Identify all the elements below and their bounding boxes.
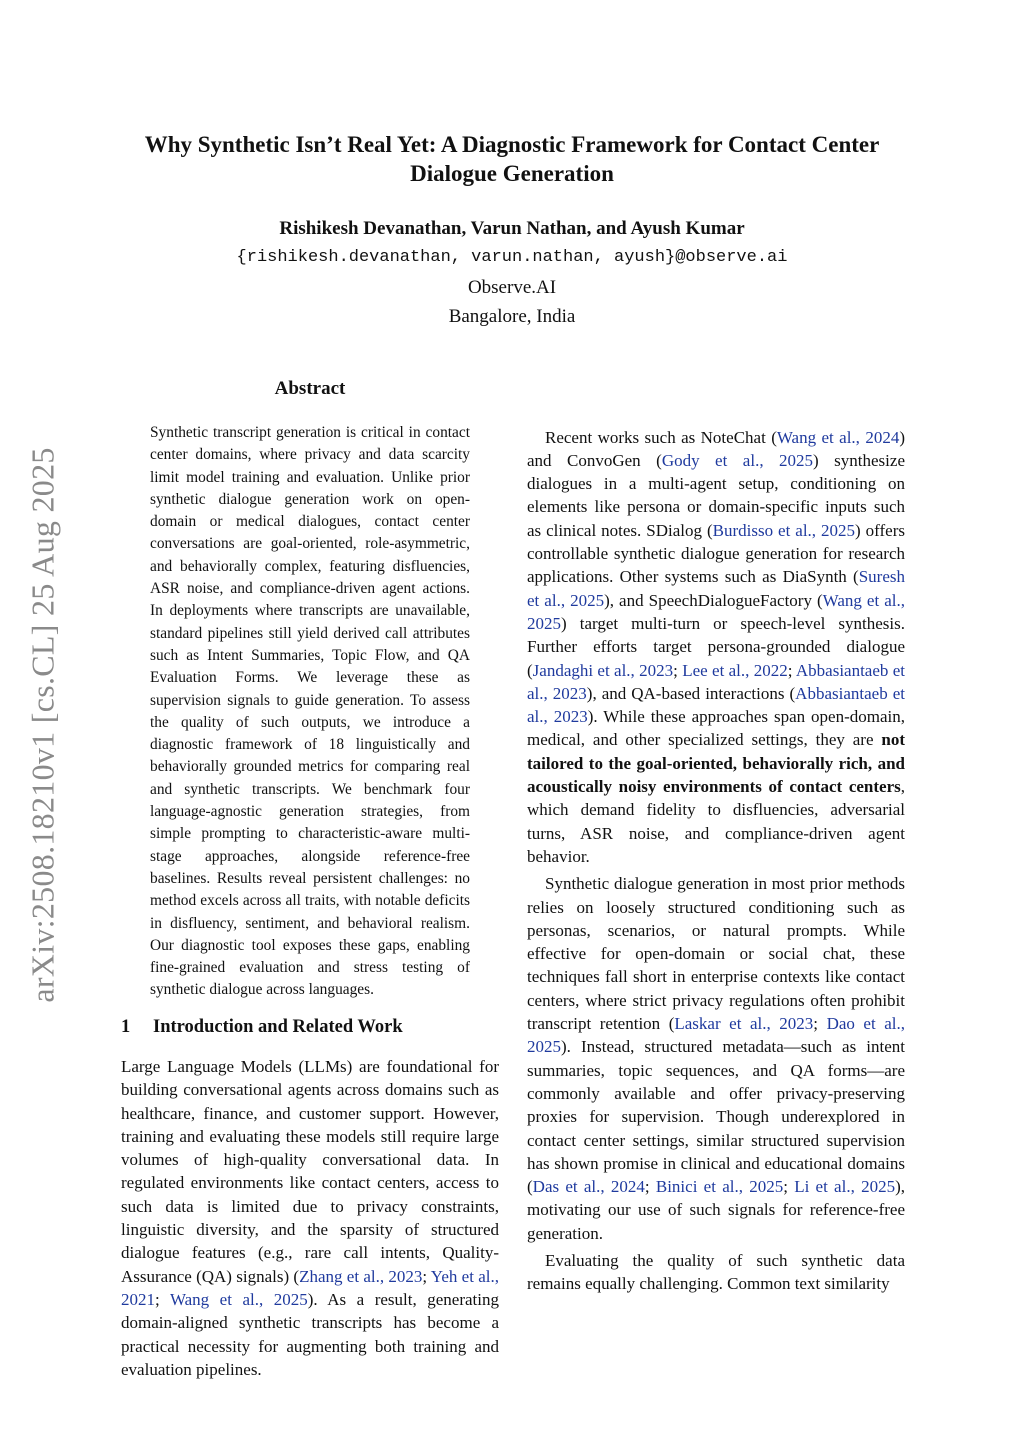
text-run: ), motivating our use of such signals for reference-free generation. (527, 1177, 905, 1243)
text-run: ) target multi-turn or speech-level synthesis. Further efforts target persona-grounded dialogue ( (527, 613, 905, 680)
right-column-body (527, 379, 905, 1296)
citation-link[interactable]: Yeh et al., 2021 (121, 1266, 499, 1309)
text-run: ). As a result, generating domain-aligned synthetic transcripts has become a practical necessity for augmenting both training and evaluation pipelines. (121, 1289, 499, 1379)
affiliation: Observe.AI (467, 277, 557, 298)
citation-link[interactable]: Li et al., 2025 (794, 1177, 896, 1197)
arxiv-identifier[interactable]: arXiv:2508.18210v1 [cs.CL] 25 Aug 2025 (24, 447, 61, 1003)
section-number: 1 (121, 1017, 131, 1037)
text-run: ) offers controllable synthetic dialogue generation for research applications. Other systems such as DiaSynth ( (527, 520, 906, 587)
citation-link[interactable]: Lee et al., 2022 (682, 660, 788, 680)
text-run: Synthetic dialogue generation in most prior methods relies on loosely structured conditioning such as personas, scenarios, or natural prompts. While effective for open-domain or social chat, these techniques fall short in enterprise contexts like contact centers, where strict privacy regulations often prohibit transcript retention ( (527, 874, 905, 1034)
abstract-text: Synthetic transcript generation is critical in contact center domains, where privacy and data scarcity limit model training and evaluation. Unlike prior synthetic dialogue generation work on open-domain or medical dialogues, contact center conversations are goal-oriented, role-asymmetric, and behaviorally complex, featuring disfluencies, ASR noise, and compliance-driven agent actions. In deployments where transcripts are unavailable, standard pipelines still yield derived call attributes such as Intent Summaries, Topic Flow, and QA Evaluation Forms. We leverage these as supervision signals to guide generation. To assess the quality of such outputs, we introduce a diagnostic framework of 18 linguistically and behaviorally grounded metrics for comparing real and synthetic transcripts. We benchmark four language-agnostic generation strategies, from simple prompting to characteristic-aware multi-stage approaches, alongside reference-free baselines. Results reveal persistent challenges: no method excels across all traits, with notable deficits in disfluency, sentiment, and behavioral realism. Our diagnostic tool exposes these gaps, enabling fine-grained evaluation and stress testing of synthetic dialogue across languages. (150, 424, 470, 999)
text-run: ), and QA-based interactions ( (586, 683, 796, 703)
citation-link[interactable]: Das et al., 2024 (532, 1177, 645, 1197)
citation-link[interactable]: Gody et al., 2025 (661, 450, 814, 470)
intro-paragraph-3 (527, 872, 905, 1245)
text-run: ). While these approaches span open-domain, medical, and other specialized settings, they are (527, 707, 905, 750)
text-run: ; (783, 1177, 795, 1197)
citation-link[interactable]: Abbasiantaeb et al., 2023 (527, 683, 905, 727)
author-list: Rishikesh Devanathan, Varun Nathan, and Ayush Kumar (279, 218, 745, 239)
text-run: Evaluating the quality of such synthetic data remains equally challenging. Common text similarity (527, 1250, 905, 1294)
text-run: ; (673, 660, 683, 680)
text-run: ; (422, 1266, 431, 1286)
citation-link[interactable]: Wang et al., 2025 (169, 1289, 308, 1309)
intro-paragraph-4 (527, 1249, 905, 1296)
text-run: ; (644, 1177, 656, 1197)
left-column-body (121, 1055, 499, 1381)
citation-link[interactable]: Abbasiantaeb et al., 2023 (527, 660, 905, 703)
arxiv-sidebar (8, 420, 78, 1030)
text-run: ; (787, 660, 796, 680)
text-run: Recent works such as NoteChat ( (545, 427, 777, 447)
location: Bangalore, India (448, 306, 576, 327)
text-run: Large Language Models (LLMs) are foundational for building conversational agents across domains such as healthcare, finance, and customer support. However, training and evaluating these models still require large volumes of high-quality conversational data. In regulated environments like contact centers, access to such data is limited due to privacy constraints, linguistic diversity, and the sparsity of structured dialogue features (e.g., rare call intents, Quality-Assurance (QA) signals) ( (121, 1057, 499, 1286)
citation-link[interactable]: Burdisso et al., 2025 (712, 520, 856, 540)
text-run: ; (813, 1014, 827, 1034)
text-run: ), and SpeechDialogueFactory ( (604, 590, 823, 610)
text-run: ) synthesize dialogues in a multi-agent setup, conditioning on elements like persona or domain-specific inputs such as clinical notes. SDialog ( (527, 450, 905, 540)
text-run: ). Instead, structured metadata—such as intent summaries, topic sequences, and QA forms—are commonly available and offer privacy-preserving proxies for supervision. Though underexplored in contact center settings, similar structured supervision has shown promise in clinical and educational domains ( (527, 1037, 905, 1197)
intro-paragraph-2 (527, 426, 905, 869)
text-run: ; (155, 1289, 170, 1309)
citation-link[interactable]: Binici et al., 2025 (655, 1177, 784, 1197)
text-run: ) and ConvoGen ( (527, 427, 905, 470)
citation-link[interactable]: Suresh et al., 2025 (527, 567, 905, 610)
citation-link[interactable]: Wang et al., 2024 (776, 427, 900, 447)
emphasis-text: not tailored to the goal-oriented, behaviorally rich, and acoustically noisy environments of contact centers (527, 730, 905, 797)
citation-link[interactable]: Jandaghi et al., 2023 (532, 660, 674, 680)
intro-paragraph-1 (121, 1055, 499, 1381)
abstract-heading: Abstract (274, 378, 346, 399)
text-run: , which demand fidelity to disfluencies, adversarial turns, ASR noise, and compliance-driven agent behavior. (527, 777, 905, 866)
paper-title: Why Synthetic Isn’t Real Yet: A Diagnostic Framework for Contact Center Dialogue Generation (144, 132, 880, 186)
section-heading (121, 1017, 499, 1038)
author-emails: {rishikesh.devanathan, varun.nathan, ayush}@observe.ai (236, 248, 788, 267)
section-title: Introduction and Related Work (153, 1017, 403, 1037)
citation-link[interactable]: Laskar et al., 2023 (674, 1014, 814, 1034)
citation-link[interactable]: Wang et al., 2025 (527, 590, 905, 633)
citation-link[interactable]: Dao et al., 2025 (527, 1014, 906, 1057)
citation-link[interactable]: Zhang et al., 2023 (299, 1266, 423, 1286)
